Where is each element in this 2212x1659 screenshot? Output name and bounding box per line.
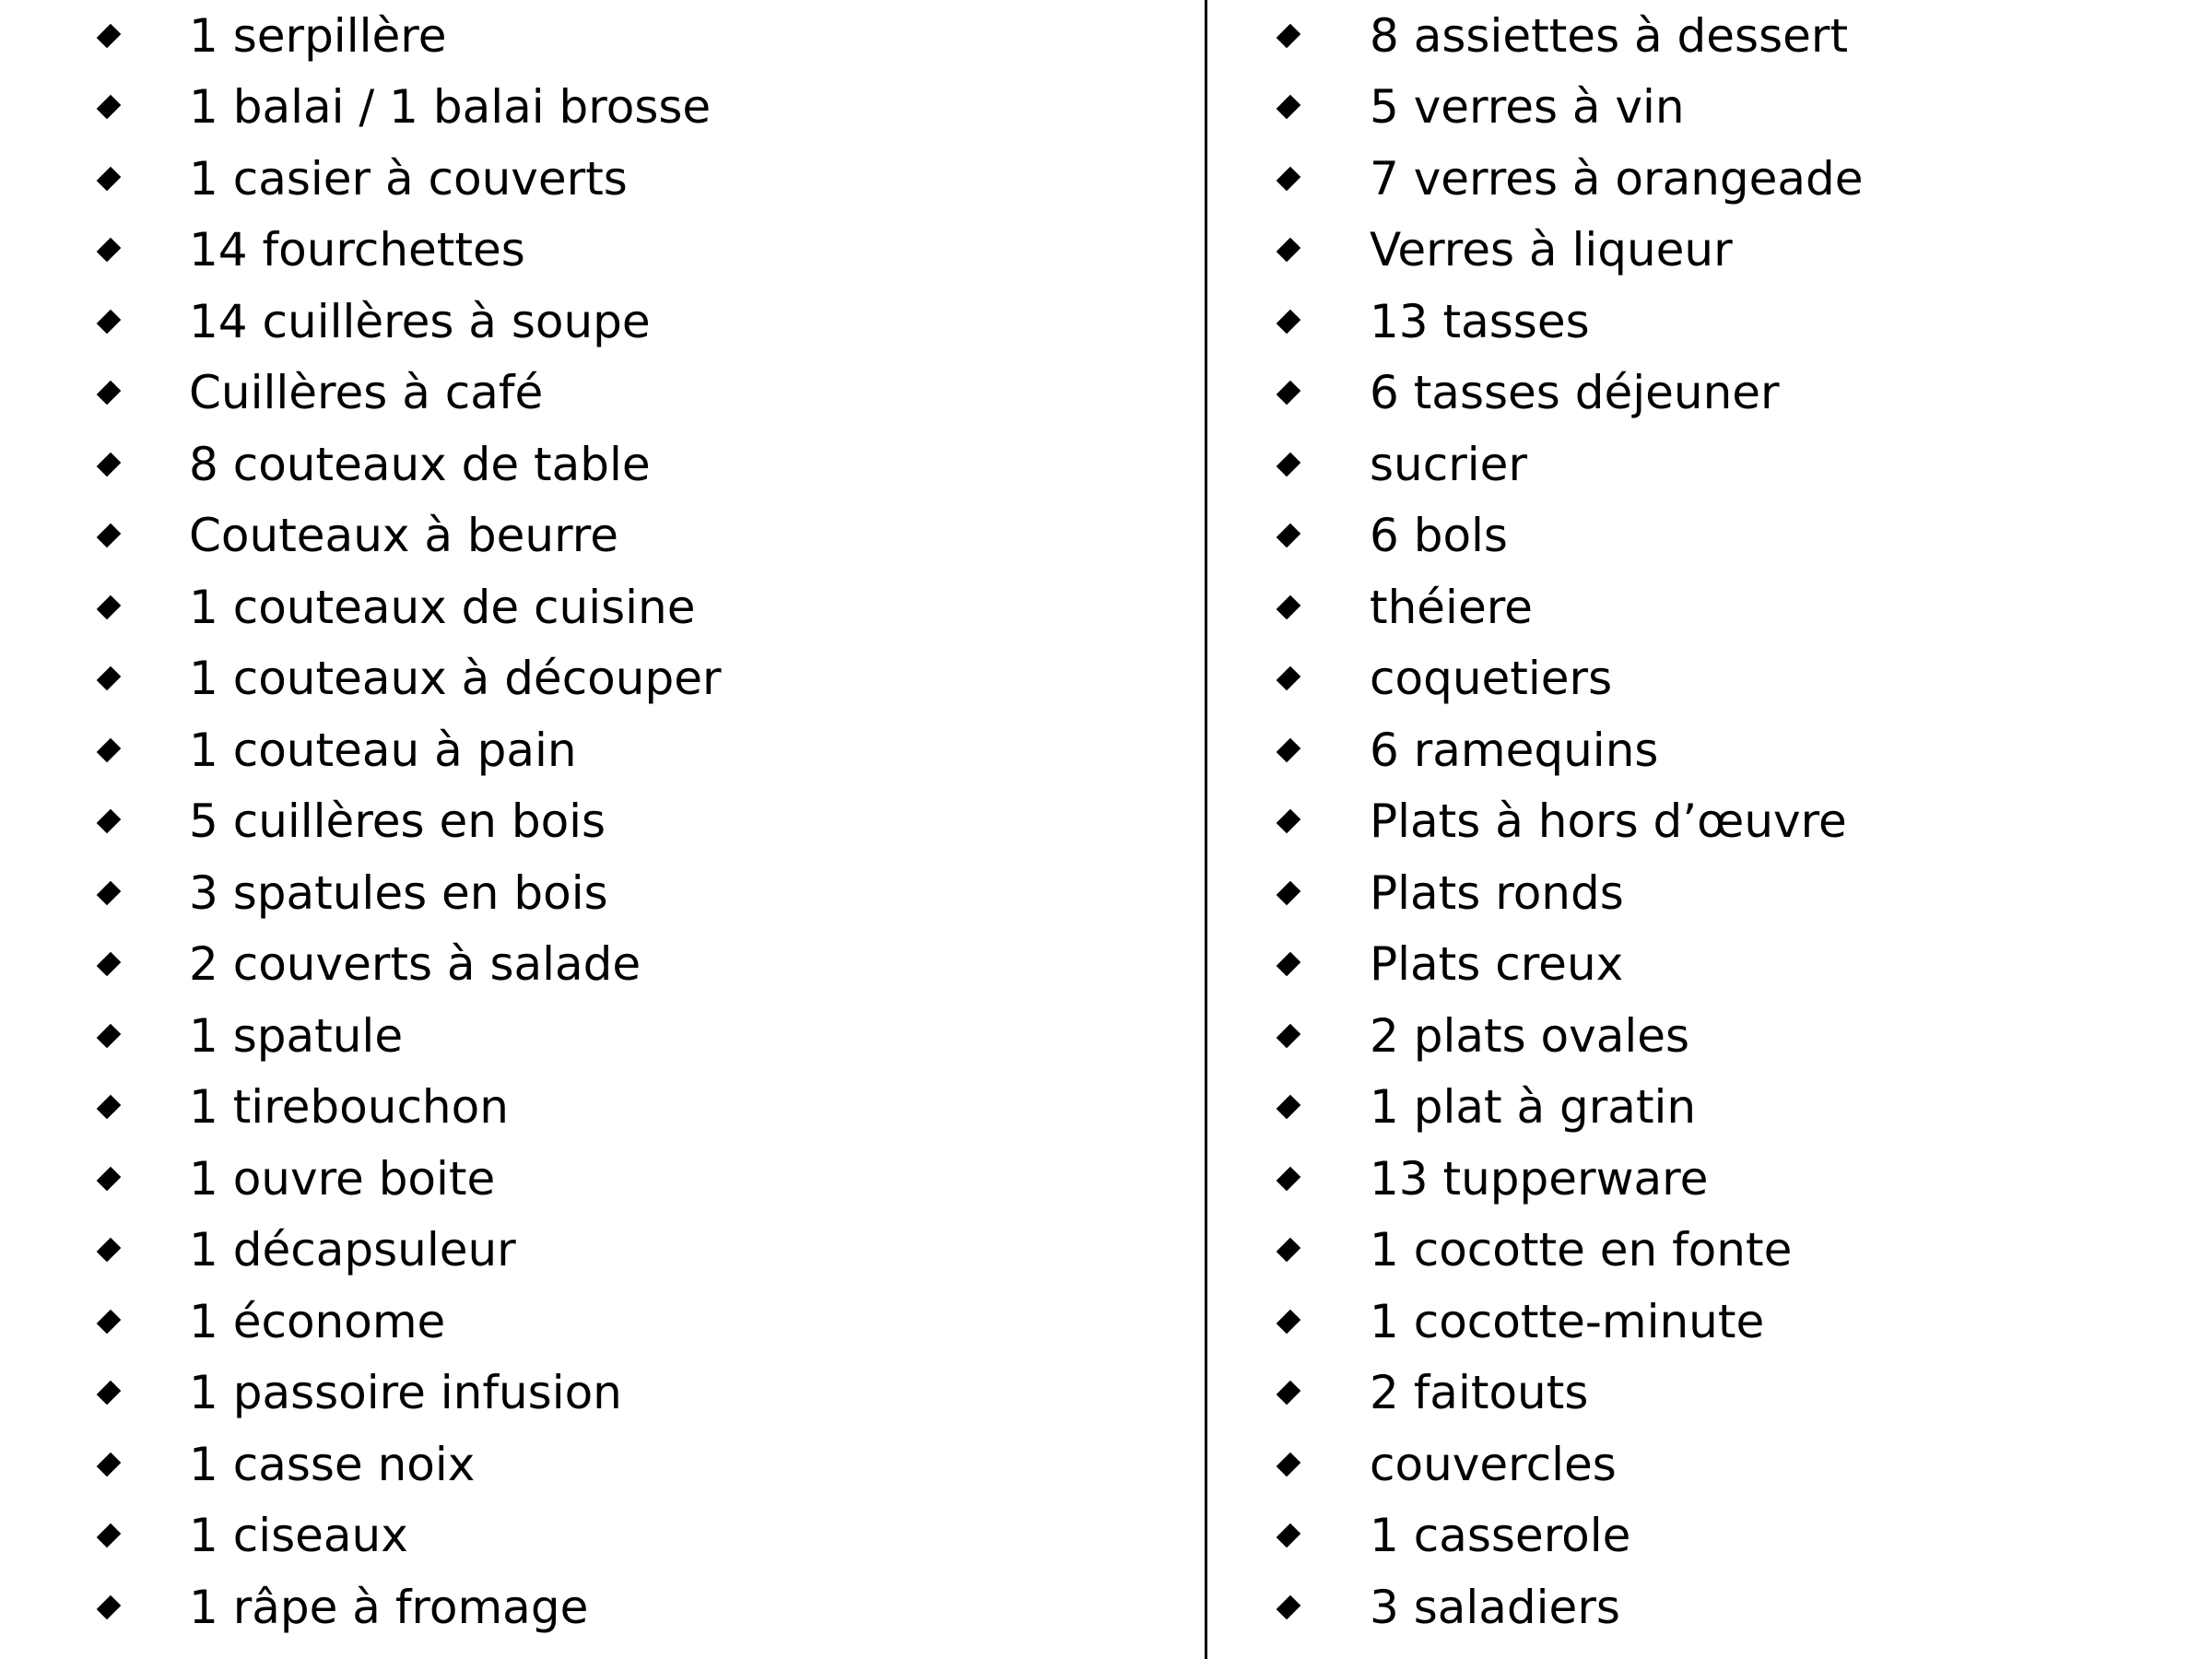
list-item <box>1281 1072 2203 1144</box>
item-label: Plats à hors d’œuvre <box>1370 794 1847 849</box>
item-label: 13 tasses <box>1370 294 1590 348</box>
diamond-bullet-icon <box>1277 95 1301 120</box>
list-item <box>1281 358 2203 429</box>
item-label: 13 tupperware <box>1370 1151 1709 1206</box>
item-label: 5 verres à vin <box>1370 80 1685 135</box>
item-label: 2 plats ovales <box>1370 1008 1690 1063</box>
list-item <box>1281 1500 2203 1572</box>
diamond-bullet-icon <box>1277 1309 1301 1334</box>
item-label: 1 ouvre boite <box>189 1151 496 1206</box>
list-item <box>1281 500 2203 572</box>
item-label: 1 couteau à pain <box>189 723 577 777</box>
list-item <box>101 500 1189 572</box>
list-item <box>101 571 1189 643</box>
item-label: 2 faitouts <box>1370 1366 1589 1420</box>
item-label: théiere <box>1370 580 1533 634</box>
diamond-bullet-icon <box>1277 1381 1301 1406</box>
diamond-bullet-icon <box>1277 1023 1301 1048</box>
diamond-bullet-icon <box>1277 524 1301 548</box>
diamond-bullet-icon <box>97 1309 122 1334</box>
list-item <box>1281 1286 2203 1358</box>
item-label: 1 serpillère <box>189 8 447 63</box>
list-item <box>1281 857 2203 929</box>
diamond-bullet-icon <box>97 1381 122 1406</box>
diamond-bullet-icon <box>97 1238 122 1263</box>
list-item <box>101 1215 1189 1287</box>
item-label: 8 couteaux de table <box>189 437 651 491</box>
diamond-bullet-icon <box>97 1594 122 1619</box>
item-label: 1 couteaux de cuisine <box>189 580 696 634</box>
list-item <box>101 358 1189 429</box>
item-label: 1 passoire infusion <box>189 1366 622 1420</box>
diamond-bullet-icon <box>97 1095 122 1120</box>
diamond-bullet-icon <box>97 594 122 619</box>
item-label: 1 casier à couverts <box>189 151 628 206</box>
item-label: couvercles <box>1370 1437 1617 1491</box>
list-item <box>1281 1571 2203 1643</box>
diamond-bullet-icon <box>1277 880 1301 905</box>
list-item <box>101 1286 1189 1358</box>
list-item <box>1281 714 2203 786</box>
diamond-bullet-icon <box>1277 1238 1301 1263</box>
item-label: 1 décapsuleur <box>189 1223 516 1277</box>
column-divider <box>1205 0 1207 1659</box>
item-label: 1 râpe à fromage <box>189 1580 589 1634</box>
item-label: 14 fourchettes <box>189 223 525 277</box>
list-item <box>1281 1000 2203 1072</box>
item-label: 1 tirebouchon <box>189 1080 509 1135</box>
diamond-bullet-icon <box>1277 381 1301 406</box>
list-item <box>1281 643 2203 715</box>
list-item <box>101 143 1189 215</box>
item-label: 1 plat à gratin <box>1370 1080 1697 1135</box>
list-item <box>101 0 1189 72</box>
diamond-bullet-icon <box>97 737 122 762</box>
diamond-bullet-icon <box>97 23 122 48</box>
item-label: Plats ronds <box>1370 865 1624 920</box>
item-label: 1 casserole <box>1370 1509 1631 1563</box>
list-item <box>101 786 1189 858</box>
diamond-bullet-icon <box>1277 737 1301 762</box>
item-label: 1 spatule <box>189 1008 404 1063</box>
diamond-bullet-icon <box>97 452 122 477</box>
item-label: 7 verres à orangeade <box>1370 151 1864 206</box>
inventory-list-left <box>101 0 1189 1643</box>
diamond-bullet-icon <box>97 880 122 905</box>
item-label: 3 spatules en bois <box>189 865 608 920</box>
item-label: Plats creux <box>1370 937 1624 992</box>
list-item <box>1281 1215 2203 1287</box>
list-item <box>1281 286 2203 358</box>
diamond-bullet-icon <box>1277 1524 1301 1548</box>
item-label: 1 balai / 1 balai brosse <box>189 80 712 135</box>
item-label: Couteaux à beurre <box>189 509 618 563</box>
diamond-bullet-icon <box>1277 952 1301 977</box>
list-item <box>101 1500 1189 1572</box>
diamond-bullet-icon <box>1277 1166 1301 1191</box>
item-label: Cuillères à café <box>189 366 544 420</box>
item-label: 1 casse noix <box>189 1437 476 1491</box>
item-label: 6 bols <box>1370 509 1508 563</box>
list-item <box>101 1143 1189 1215</box>
diamond-bullet-icon <box>97 309 122 334</box>
list-item <box>1281 215 2203 287</box>
diamond-bullet-icon <box>1277 452 1301 477</box>
item-label: 8 assiettes à dessert <box>1370 8 1849 63</box>
list-item <box>101 429 1189 500</box>
list-item <box>1281 143 2203 215</box>
list-item <box>101 215 1189 287</box>
diamond-bullet-icon <box>97 1166 122 1191</box>
item-label: 2 couverts à salade <box>189 937 641 992</box>
diamond-bullet-icon <box>97 809 122 834</box>
item-label: 3 saladiers <box>1370 1580 1620 1634</box>
item-label: Verres à liqueur <box>1370 223 1733 277</box>
list-item <box>101 1571 1189 1643</box>
list-item <box>1281 1143 2203 1215</box>
item-label: 6 tasses déjeuner <box>1370 366 1780 420</box>
list-item <box>1281 72 2203 144</box>
diamond-bullet-icon <box>97 666 122 691</box>
diamond-bullet-icon <box>97 1023 122 1048</box>
diamond-bullet-icon <box>97 95 122 120</box>
item-label: 14 cuillères à soupe <box>189 294 651 348</box>
list-item <box>101 1072 1189 1144</box>
list-item <box>101 857 1189 929</box>
diamond-bullet-icon <box>1277 23 1301 48</box>
diamond-bullet-icon <box>1277 309 1301 334</box>
diamond-bullet-icon <box>1277 166 1301 191</box>
diamond-bullet-icon <box>1277 1095 1301 1120</box>
item-label: 1 ciseaux <box>189 1509 408 1563</box>
list-item <box>101 1429 1189 1500</box>
list-item <box>101 286 1189 358</box>
diamond-bullet-icon <box>97 381 122 406</box>
diamond-bullet-icon <box>1277 594 1301 619</box>
inventory-list-right <box>1281 0 2203 1643</box>
diamond-bullet-icon <box>1277 809 1301 834</box>
item-label: 6 ramequins <box>1370 723 1659 777</box>
list-item <box>101 643 1189 715</box>
item-label: 1 cocotte en fonte <box>1370 1223 1793 1277</box>
list-item <box>101 929 1189 1001</box>
list-item <box>1281 571 2203 643</box>
list-item <box>101 1000 1189 1072</box>
list-item <box>1281 429 2203 500</box>
list-item <box>101 714 1189 786</box>
diamond-bullet-icon <box>97 524 122 548</box>
diamond-bullet-icon <box>97 1524 122 1548</box>
item-label: 1 économe <box>189 1294 446 1348</box>
diamond-bullet-icon <box>97 952 122 977</box>
item-label: coquetiers <box>1370 652 1613 706</box>
list-item <box>1281 786 2203 858</box>
item-label: 1 couteaux à découper <box>189 652 722 706</box>
diamond-bullet-icon <box>1277 238 1301 263</box>
diamond-bullet-icon <box>1277 1594 1301 1619</box>
list-item <box>1281 0 2203 72</box>
item-label: sucrier <box>1370 437 1527 491</box>
list-item <box>1281 1358 2203 1430</box>
diamond-bullet-icon <box>97 166 122 191</box>
item-label: 1 cocotte-minute <box>1370 1294 1765 1348</box>
diamond-bullet-icon <box>97 238 122 263</box>
list-item <box>1281 1429 2203 1500</box>
diamond-bullet-icon <box>1277 1452 1301 1477</box>
diamond-bullet-icon <box>1277 666 1301 691</box>
list-item <box>1281 929 2203 1001</box>
diamond-bullet-icon <box>97 1452 122 1477</box>
item-label: 5 cuillères en bois <box>189 794 606 849</box>
list-item <box>101 1358 1189 1430</box>
list-item <box>101 72 1189 144</box>
